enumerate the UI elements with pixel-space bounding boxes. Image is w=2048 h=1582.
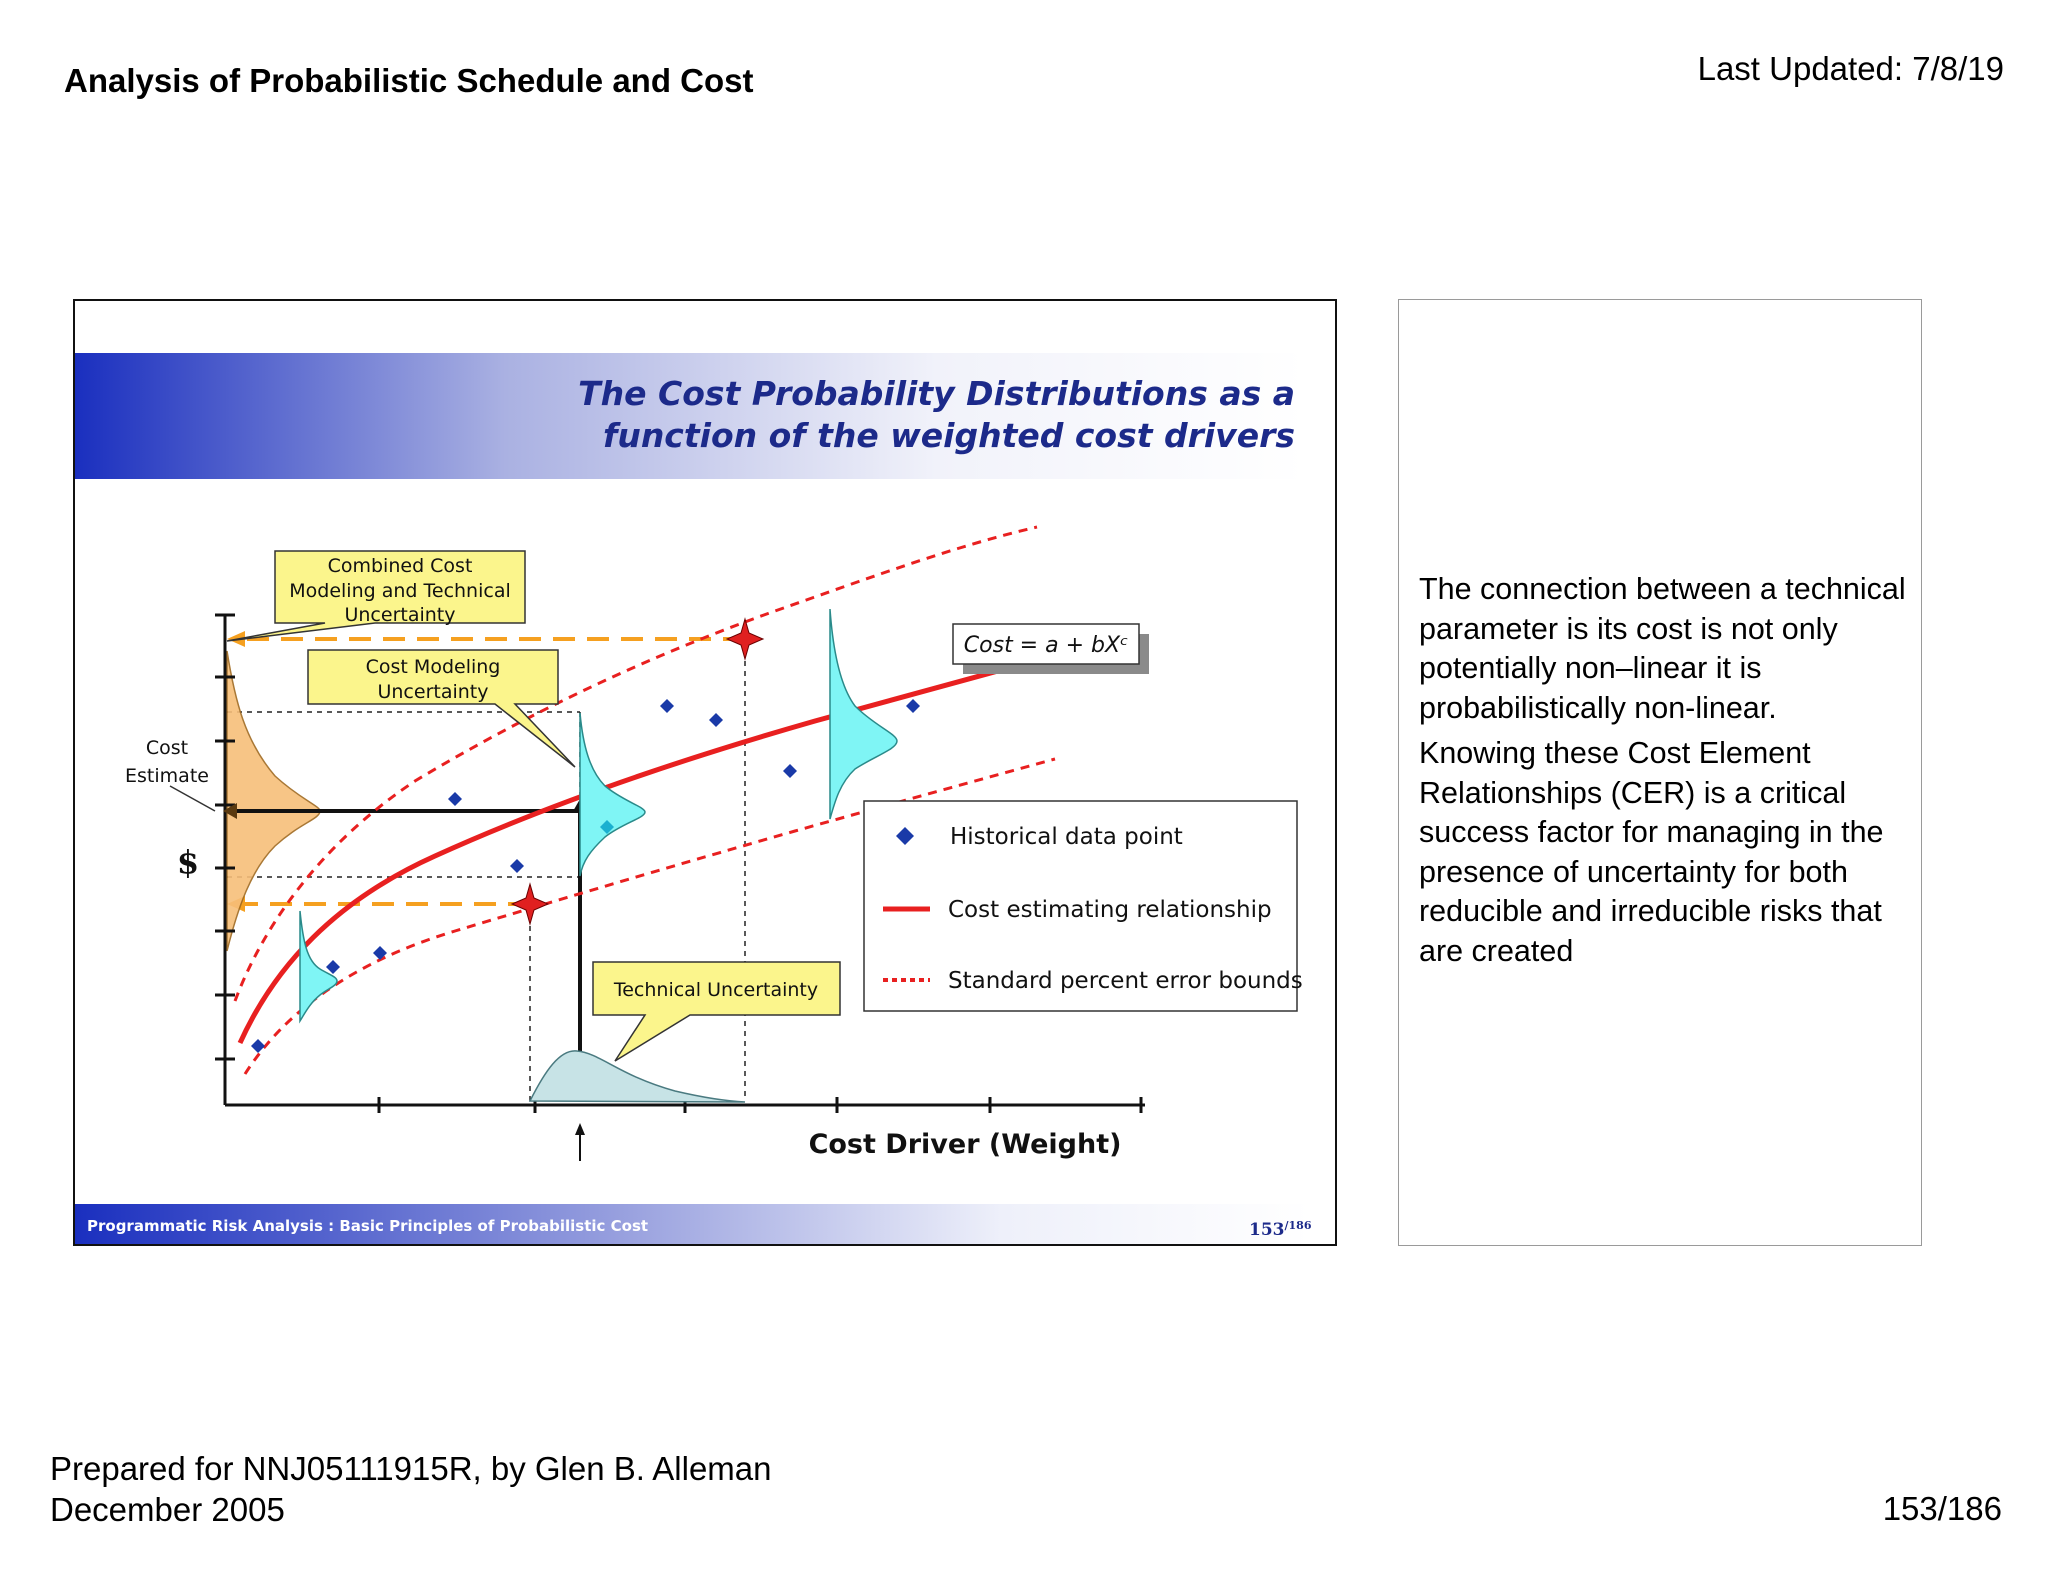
prepared-by <box>50 1448 772 1530</box>
x-axis-label: Cost Driver (Weight) <box>808 1129 1122 1160</box>
callout-technical-text: Technical Uncertainty <box>613 979 819 1001</box>
data-point <box>251 1039 265 1053</box>
legend-cer: Cost estimating relationship <box>948 897 1272 923</box>
y-axis-label-line1: Cost <box>145 737 189 759</box>
cost-dist-mid <box>580 713 645 876</box>
slide-footer-page: $153^{/186}$ <box>1249 1219 1312 1240</box>
formula-text: Cost = a + bXᶜ <box>963 633 1129 658</box>
legend-bounds: Standard percent error bounds <box>948 968 1303 994</box>
star-marker-high <box>727 619 763 659</box>
star-marker-low <box>512 884 548 924</box>
cost-dist-high <box>830 609 897 819</box>
callout-combined-line1: Combined Cost <box>327 555 473 577</box>
slide-footer-text: Programmatic Risk Analysis : Basic Principles of Probabilistic Cost <box>87 1217 649 1235</box>
last-updated: Last Updated: 7/8/19 <box>1697 50 2004 87</box>
technical-distribution <box>530 1051 745 1102</box>
document-title: Analysis of Probabilistic Schedule and Cost <box>64 62 754 99</box>
y-label-pointer <box>170 786 215 811</box>
callout-combined-line3: Uncertainty <box>344 604 456 626</box>
estimate-path <box>233 811 580 1101</box>
data-point <box>326 960 340 974</box>
slide-title-line1: The Cost Probability Distributions as a <box>578 374 1295 413</box>
data-point <box>448 792 462 806</box>
slide-image <box>73 299 1337 1246</box>
notes-panel <box>1398 299 1922 1246</box>
data-point <box>906 699 920 713</box>
page-number: 153/186 <box>1882 1490 2002 1527</box>
y-axis-label-line2: Estimate <box>125 765 209 787</box>
notes-paragraph-1: The connection between a technical parameter is its cost is not only potentially non–linear it is probabilistically non-linear. <box>1419 572 1906 725</box>
callout-modeling-line1: Cost Modeling <box>365 656 501 678</box>
legend-historical: Historical data point <box>950 824 1183 850</box>
callout-modeling-line2: Uncertainty <box>377 681 489 703</box>
callout-combined-line2: Modeling and Technical <box>289 580 511 602</box>
data-point <box>510 859 524 873</box>
data-point <box>709 713 723 727</box>
y-axis-symbol: $ <box>176 843 200 881</box>
data-point <box>660 699 674 713</box>
driver-arrow-head <box>575 1123 585 1135</box>
notes-paragraph-2: Knowing these Cost Element Relationships (CER) is a critical success factor for managing in the presence of uncertainty for both reducible and irreducible risks that are created <box>1419 736 1884 968</box>
prepared-line-2: December 2005 <box>50 1491 285 1528</box>
slide-title-line2: function of the weighted cost drivers <box>602 416 1295 455</box>
data-point <box>783 764 797 778</box>
prepared-line-1: Prepared for NNJ05111915R, by Glen B. Alleman <box>50 1450 772 1487</box>
callout-technical-box <box>593 962 840 1061</box>
